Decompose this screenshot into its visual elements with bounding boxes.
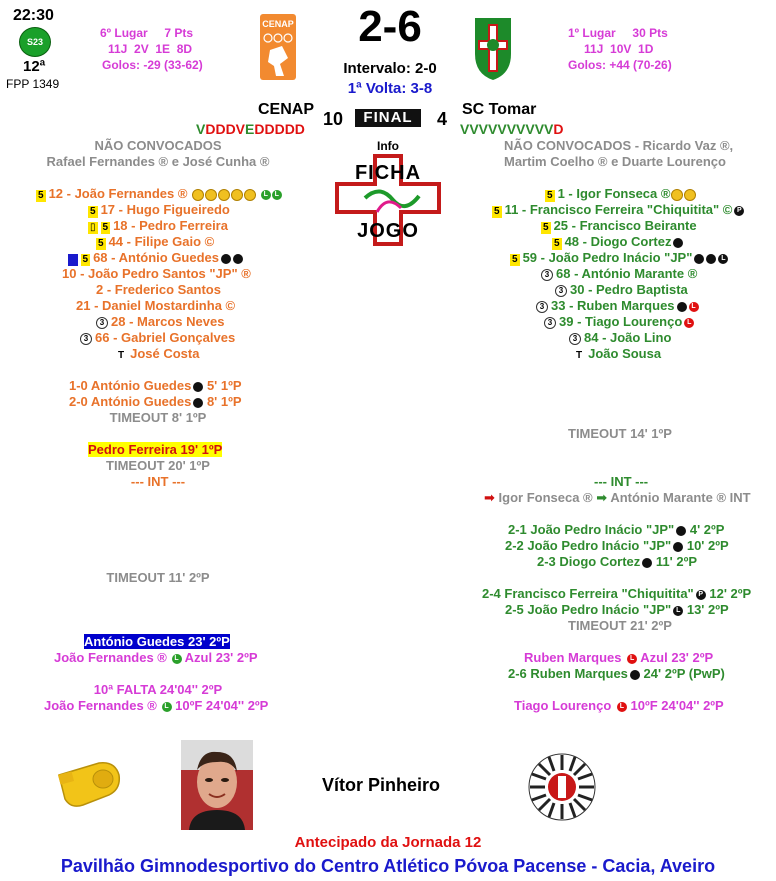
away-rank: 1º Lugar 30 Pts <box>568 26 668 40</box>
ficha-label: FICHA <box>354 162 422 184</box>
home-player-2[interactable]: 5 17 - Hugo Figueiredo <box>90 202 230 217</box>
home-timeout-3: TIMEOUT 11' 2ºP <box>106 570 210 585</box>
home-rank: 6º Lugar 7 Pts <box>100 26 194 40</box>
home-form: VDDDVEDDDDD <box>196 121 305 137</box>
first-leg-score: 1ª Volta: 3-8 <box>347 80 433 97</box>
away-foul-10-player: Tiago Lourenço L 10ºF 24'04'' 2ºP <box>514 698 724 713</box>
home-player-8[interactable]: 21 - Daniel Mostardinha © <box>76 298 236 313</box>
away-player-5[interactable]: 5 59 - João Pedro Inácio "JP" L <box>510 250 728 266</box>
halftime-score: Intervalo: 2-0 <box>343 60 437 77</box>
away-team-logo[interactable] <box>472 14 514 82</box>
home-player-5[interactable]: ▮ 5 68 - António Guedes <box>68 250 243 266</box>
final-score: 2-6 <box>358 2 422 51</box>
away-goal-2: 2-2 João Pedro Inácio "JP" 10' 2ºP <box>505 538 729 553</box>
home-timeout-2: TIMEOUT 20' 1ºP <box>106 458 210 473</box>
away-player-4[interactable]: 5 48 - Diogo Cortez <box>552 234 683 250</box>
home-card-3: João Fernandes ® L Azul 23' 2ºP <box>54 650 258 665</box>
away-player-7[interactable]: 3 30 - Pedro Baptista <box>555 282 688 298</box>
away-not-called-title: NÃO CONVOCADOS - Ricardo Vaz ®, <box>504 138 734 153</box>
away-player-8[interactable]: 3 33 - Ruben Marques L <box>536 298 699 314</box>
away-player-1[interactable]: 5 1 - Igor Fonseca ® <box>545 186 696 202</box>
away-record: 11J 10V 1D <box>584 42 654 56</box>
away-not-called: Martim Coelho ® e Duarte Lourenço <box>504 154 726 169</box>
referee-name[interactable]: Vítor Pinheiro <box>322 775 441 795</box>
away-goals: Golos: +44 (70-26) <box>568 58 672 72</box>
away-goal-6: 2-6 Ruben Marques 24' 2ºP (PwP) <box>508 666 725 681</box>
away-player-10[interactable]: 3 84 - João Lino <box>569 330 671 346</box>
home-timeout-1: TIMEOUT 8' 1ºP <box>109 410 207 425</box>
away-goal-5: 2-5 João Pedro Inácio "JP" L 13' 2ºP <box>505 602 729 617</box>
jogo-label: JOGO <box>357 220 419 242</box>
home-goal-2: 2-0 António Guedes 8' 1ºP <box>69 394 242 409</box>
home-fouls: 10 <box>323 109 344 129</box>
home-player-9[interactable]: 3 28 - Marcos Neves <box>96 314 224 330</box>
home-card-1: Pedro Ferreira 19' 1ºP <box>88 442 223 457</box>
home-not-called-title: NÃO CONVOCADOS <box>94 138 222 153</box>
away-goal-1: 2-1 João Pedro Inácio "JP" 4' 2ºP <box>508 522 725 537</box>
referee-association-logo <box>527 752 597 822</box>
home-goals: Golos: -29 (33-62) <box>102 58 203 72</box>
away-goal-4: 2-4 Francisco Ferreira "Chiquitita" P 12' 2ºP <box>482 586 752 601</box>
away-team-name[interactable]: SC Tomar <box>462 101 537 118</box>
schedule-note: Antecipado da Jornada 12 <box>294 834 482 851</box>
home-player-3[interactable]: ▯ 5 18 - Pedro Ferreira <box>90 218 228 233</box>
home-interval: --- INT --- <box>130 474 186 489</box>
away-form: VVVVVVVVVVD <box>460 121 564 137</box>
home-player-6[interactable]: 10 - João Pedro Santos "JP" ® <box>62 266 251 281</box>
venue[interactable]: Pavilhão Gimnodesportivo do Centro Atlético Póvoa Pacense - Cacia, Aveiro <box>60 856 716 876</box>
away-player-6[interactable]: 3 68 - António Marante ® <box>541 266 697 282</box>
referee-photo <box>181 740 253 830</box>
away-timeout-1: TIMEOUT 14' 1ºP <box>568 426 672 441</box>
home-foul-10-player: João Fernandes ® L 10ºF 24'04'' 2ºP <box>44 698 269 713</box>
home-team-logo[interactable] <box>258 14 298 82</box>
away-coach[interactable]: T João Sousa <box>576 346 662 361</box>
match-time: 22:30 <box>13 7 54 24</box>
home-record: 11J 2V 1E 8D <box>108 42 193 56</box>
away-player-3[interactable]: 5 25 - Francisco Beirante <box>543 218 697 233</box>
home-player-10[interactable]: 3 66 - Gabriel Gonçalves <box>80 330 235 346</box>
home-not-called: Rafael Fernandes ® e José Cunha ® <box>46 154 270 169</box>
whistle-icon <box>53 755 123 811</box>
home-player-4[interactable]: 5 44 - Filipe Gaio © <box>98 234 215 249</box>
age-group-badge: S23 <box>19 27 51 57</box>
ficha-jogo-button[interactable] <box>335 154 441 246</box>
home-coach[interactable]: T José Costa <box>118 346 200 361</box>
away-timeout-2: TIMEOUT 21' 2ºP <box>568 618 672 633</box>
svg-text:CENAP: CENAP <box>262 19 294 29</box>
away-goal-3: 2-3 Diogo Cortez 11' 2ºP <box>537 554 698 569</box>
info-link[interactable]: Info <box>377 139 399 153</box>
away-substitution: ➡ Igor Fonseca ® ➡ António Marante ® INT <box>484 490 751 505</box>
home-foul-10: 10ª FALTA 24'04'' 2ºP <box>93 682 223 697</box>
away-interval: --- INT --- <box>594 474 649 489</box>
away-fouls: 4 <box>437 109 448 129</box>
fpp-number: FPP 1349 <box>6 77 60 91</box>
home-player-1[interactable]: 5 12 - João Fernandes ® L L <box>36 186 282 202</box>
match-status: FINAL <box>355 109 421 127</box>
league-position: 12ª <box>23 58 46 75</box>
home-team-name[interactable]: CENAP <box>258 101 315 118</box>
away-card-1: Ruben Marques L Azul 23' 2ºP <box>524 650 714 665</box>
away-player-9[interactable]: 3 39 - Tiago Lourenço L <box>544 314 694 330</box>
home-goal-1: 1-0 António Guedes 5' 1ºP <box>69 378 242 393</box>
away-player-2[interactable]: 5 11 - Francisco Ferreira "Chiquitita" © P <box>492 202 744 218</box>
home-card-2: António Guedes 23' 2ºP <box>84 634 230 649</box>
home-player-7[interactable]: 2 - Frederico Santos <box>96 282 221 297</box>
